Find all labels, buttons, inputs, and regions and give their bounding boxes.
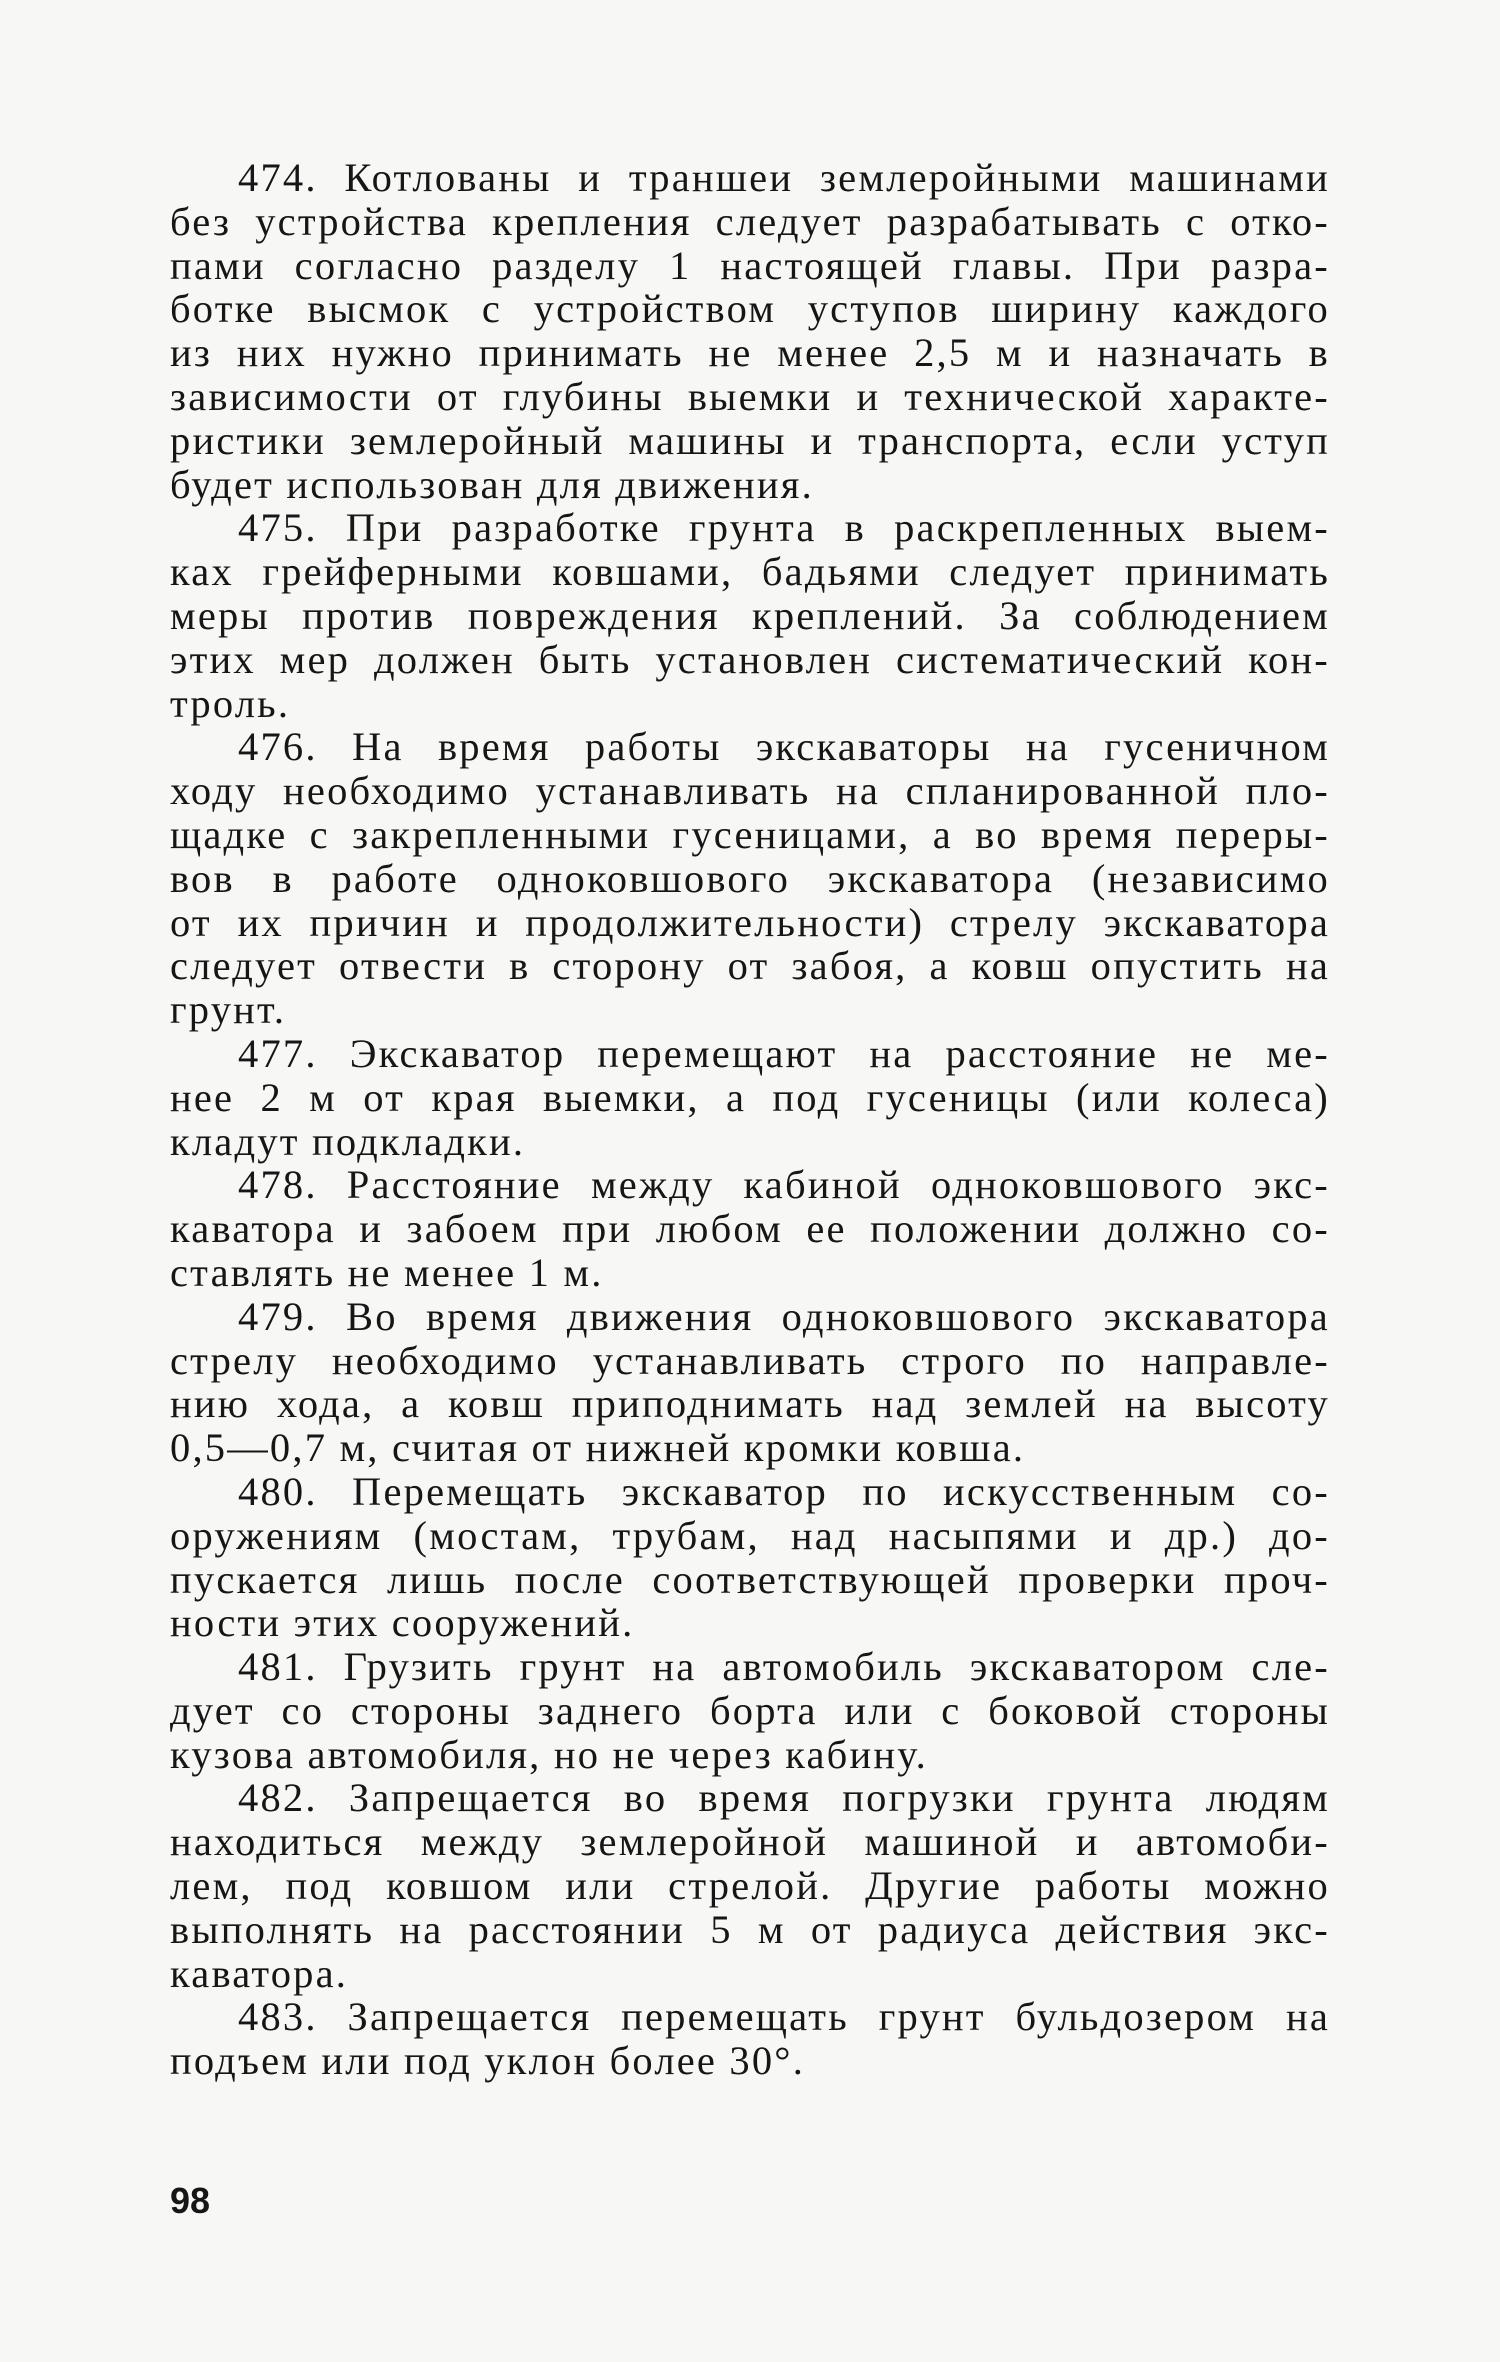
text-line: нию хода, а ковш приподнимать над землей на высоту: [170, 1381, 1330, 1427]
text-line: 477. Экскаватор перемещают на расстояние не ме-: [238, 1030, 1330, 1076]
text-line: 482. Запрещается во время погрузки грунта людям: [238, 1775, 1330, 1821]
text-line: 478. Расстояние между кабиной одноковшового экс-: [238, 1162, 1330, 1208]
paragraph-482: [170, 1776, 1330, 1995]
paragraph-475: [170, 506, 1330, 725]
paragraph-477: [170, 1032, 1330, 1163]
page-body: [170, 156, 1330, 2083]
text-line: кладут подкладки.: [170, 1118, 526, 1164]
text-line: ности этих сооружений.: [170, 1600, 635, 1646]
text-line: каватора и забоем при любом ее положении должно со-: [170, 1206, 1330, 1252]
text-line: пускается лишь после соответствующей проверки проч-: [170, 1556, 1330, 1602]
text-line: 475. При разработке грунта в раскрепленных выем-: [238, 505, 1330, 551]
text-line: лем, под ковшом или стрелой. Другие работы можно: [170, 1863, 1330, 1909]
paragraph-476: [170, 725, 1330, 1032]
text-line: 0,5—0,7 м, считая от нижней кромки ковша.: [170, 1425, 1026, 1471]
text-line: вов в работе одноковшового экскаватора (независимо: [170, 855, 1330, 901]
text-line: 481. Грузить грунт на автомобиль экскаватором сле-: [238, 1644, 1330, 1690]
paragraph-479: [170, 1295, 1330, 1470]
text-line: зависимости от глубины выемки и технической характе-: [170, 373, 1330, 419]
text-line: стрелу необходимо устанавливать строго по направле-: [170, 1337, 1330, 1383]
text-line: этих мер должен быть установлен систематический кон-: [170, 636, 1330, 682]
page-number: 98: [170, 2180, 211, 2221]
text-line: меры против повреждения креплений. За соблюдением: [170, 592, 1330, 638]
text-line: ставлять не менее 1 м.: [170, 1249, 604, 1295]
text-line: из них нужно принимать не менее 2,5 м и назначать в: [170, 330, 1330, 376]
text-line: каватора.: [170, 1950, 349, 1996]
paragraph-483: [170, 1995, 1330, 2083]
text-line: грунт.: [170, 987, 287, 1033]
text-line: без устройства крепления следует разрабатывать с отко-: [170, 198, 1330, 244]
text-line: подъем или под уклон более 30°.: [170, 2038, 806, 2084]
paragraph-478: [170, 1163, 1330, 1294]
text-line: кузова автомобиля, но не через кабину.: [170, 1731, 928, 1777]
text-line: 479. Во время движения одноковшового экскаватора: [238, 1293, 1330, 1339]
text-line: 474. Котлованы и траншеи землеройными машинами: [238, 155, 1330, 200]
text-line: находиться между землеройной машиной и автомоби-: [170, 1819, 1330, 1865]
text-line: 476. На время работы экскаваторы на гусеничном: [238, 724, 1330, 770]
paragraph-474: [170, 156, 1330, 506]
text-line: нее 2 м от края выемки, а под гусеницы (или колеса): [170, 1074, 1330, 1120]
text-line: щадке с закрепленными гусеницами, а во время переры-: [170, 811, 1330, 857]
text-line: пами согласно разделу 1 настоящей главы. При разра-: [170, 242, 1330, 288]
text-line: следует отвести в сторону от забоя, а ковш опустить на: [170, 943, 1330, 989]
text-line: от их причин и продолжительности) стрелу экскаватора: [170, 899, 1330, 945]
text-line: ках грейферными ковшами, бадьями следует принимать: [170, 549, 1330, 595]
text-line: оружениям (мостам, трубам, над насыпями и др.) до-: [170, 1512, 1330, 1558]
text-line: 483. Запрещается перемещать грунт бульдозером на: [238, 1994, 1330, 2040]
text-line: ристики землеройный машины и транспорта, если уступ: [170, 417, 1330, 463]
text-line: ботке высмок с устройством уступов ширину каждого: [170, 286, 1330, 332]
text-line: ходу необходимо устанавливать на спланированной пло-: [170, 768, 1330, 814]
text-line: будет использован для движения.: [170, 461, 814, 507]
paragraph-480: [170, 1470, 1330, 1645]
text-line: выполнять на расстоянии 5 м от радиуса действия экс-: [170, 1906, 1330, 1952]
text-line: троль.: [170, 680, 291, 726]
text-line: 480. Перемещать экскаватор по искусственным со-: [238, 1468, 1330, 1514]
paragraph-481: [170, 1645, 1330, 1776]
text-line: дует со стороны заднего борта или с боковой стороны: [170, 1687, 1330, 1733]
